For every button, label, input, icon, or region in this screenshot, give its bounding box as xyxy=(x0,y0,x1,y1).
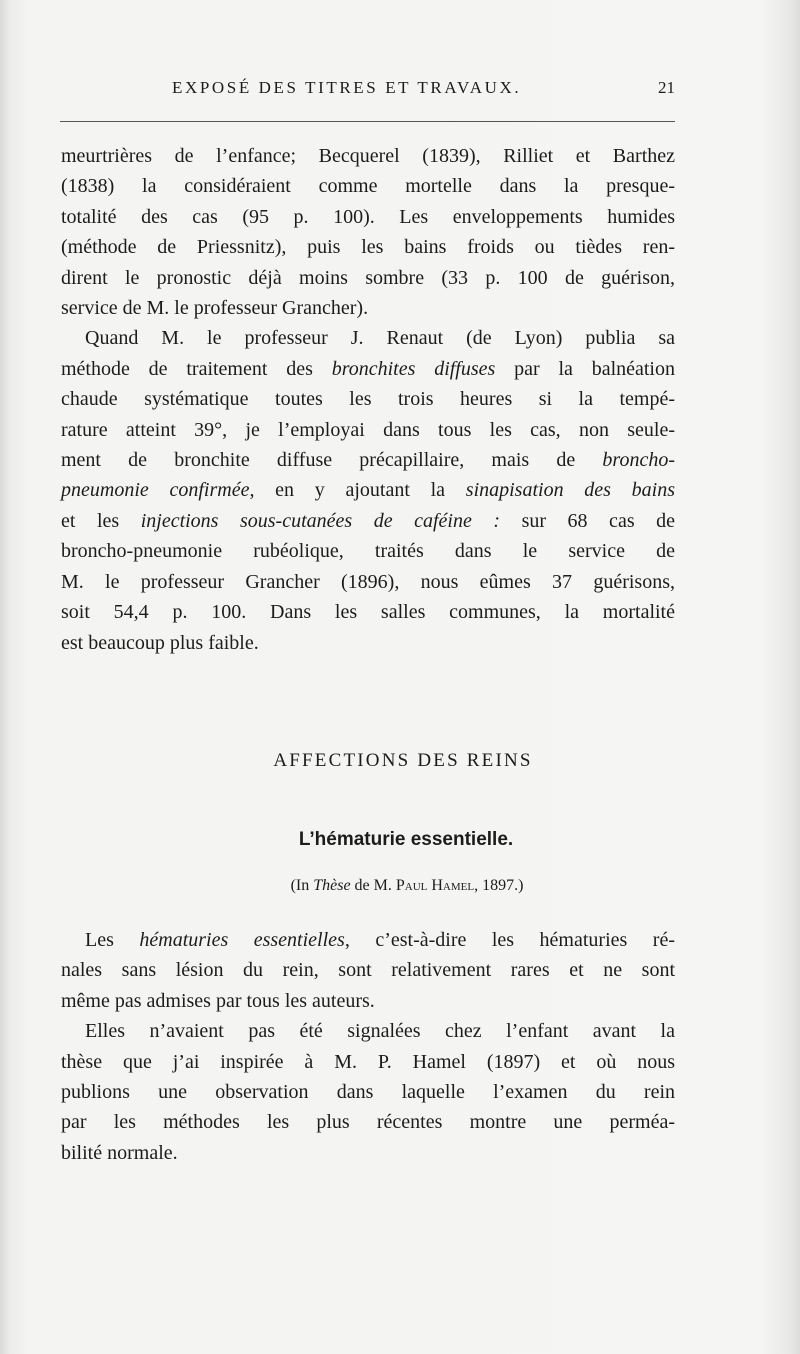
text-line: rature atteint 39°, je l’employai dans tous les cas, non seule- xyxy=(61,418,675,441)
text-line: service de M. le professeur Grancher). xyxy=(61,297,369,320)
italic-run: Thèse xyxy=(313,877,351,894)
text-line: Elles n’avaient pas été signalées chez l’enfant avant la xyxy=(85,1020,675,1043)
italic-run: sinapisation des bains xyxy=(465,479,676,502)
text-block-top xyxy=(61,141,675,658)
text-run: , 1897.) xyxy=(474,877,524,894)
text-run: de M. xyxy=(350,877,396,894)
text-line: est beaucoup plus faible. xyxy=(61,631,259,654)
text-line: même pas admises par tous les auteurs. xyxy=(61,989,375,1012)
running-head-title: EXPOSÉ DES TITRES ET TRAVAUX. xyxy=(172,78,522,97)
text-line: publions une observation dans laquelle l’examen du rein xyxy=(61,1081,675,1104)
text-line xyxy=(61,506,675,536)
text-line xyxy=(61,354,675,384)
paragraph-hamel-thesis xyxy=(61,1016,675,1168)
text-line: bilité normale. xyxy=(61,1141,178,1164)
text-line: dirent le pronostic déjà moins sombre (33 p. 100 de guérison, xyxy=(61,266,675,289)
paragraph-renaut-method xyxy=(61,323,675,657)
text-line: nales sans lésion du rein, sont relativement rares et ne sont xyxy=(61,959,675,982)
text-line: M. le professeur Grancher (1896), nous eûmes 37 guérisons, xyxy=(61,570,675,593)
text-line xyxy=(61,445,675,475)
text-run: en y ajoutant la xyxy=(254,479,466,502)
section-subtitle: L’hématurie essentielle. xyxy=(298,829,514,850)
text-run: , c’est-à-dire les hématuries ré- xyxy=(344,929,675,951)
text-line xyxy=(61,475,675,505)
text-line: soit 54,4 p. 100. Dans les salles communes, la mortalité xyxy=(61,601,675,624)
text-run: par la balnéation xyxy=(495,357,675,380)
text-line: thèse que j’ai inspirée à M. P. Hamel (1897) et où nous xyxy=(61,1050,675,1073)
small-caps-run: Paul Hamel xyxy=(395,877,475,894)
text-line xyxy=(61,925,675,955)
header-rule xyxy=(60,121,675,122)
italic-run: injections sous-cutanées de caféine : xyxy=(140,509,501,532)
text-run: sur 68 cas de xyxy=(500,509,675,532)
text-line: Quand M. le professeur J. Renaut (de Lyon) publia sa xyxy=(85,327,675,350)
text-line: par les méthodes les plus récentes montre une perméa- xyxy=(61,1111,675,1134)
text-block-bottom xyxy=(61,925,675,1168)
text-line: meurtrières de l’enfance; Becquerel (1839), Rilliet et Barthez xyxy=(61,145,675,167)
italic-run: hématuries essentielles xyxy=(139,929,345,951)
page-number: 21 xyxy=(658,78,675,97)
text-run: (In xyxy=(290,877,314,894)
text-run: Les xyxy=(85,929,140,951)
text-line: (1838) la considéraient comme mortelle dans la presque- xyxy=(61,175,675,198)
text-line: chaude systématique toutes les trois heures si la tempé- xyxy=(61,388,675,411)
section-title: AFFECTIONS DES REINS xyxy=(273,750,533,771)
italic-run: bronchites diffuses xyxy=(331,357,496,380)
text-line: (méthode de Priessnitz), puis les bains froids ou tièdes ren- xyxy=(61,236,675,259)
italic-run: pneumonie confirmée, xyxy=(61,479,255,502)
text-line: totalité des cas (95 p. 100). Les enveloppements humides xyxy=(61,205,675,228)
text-run: ment de bronchite diffuse précapillaire, mais de xyxy=(61,449,603,472)
italic-run: broncho- xyxy=(602,449,675,472)
text-run: méthode de traitement des xyxy=(61,357,332,380)
text-run: et les xyxy=(61,509,141,532)
text-line: broncho-pneumonie rubéolique, traités dans le service de xyxy=(61,540,675,563)
paragraph-mortality xyxy=(61,141,675,323)
paragraph-hematuria-definition xyxy=(61,925,675,1016)
source-citation xyxy=(0,877,800,895)
